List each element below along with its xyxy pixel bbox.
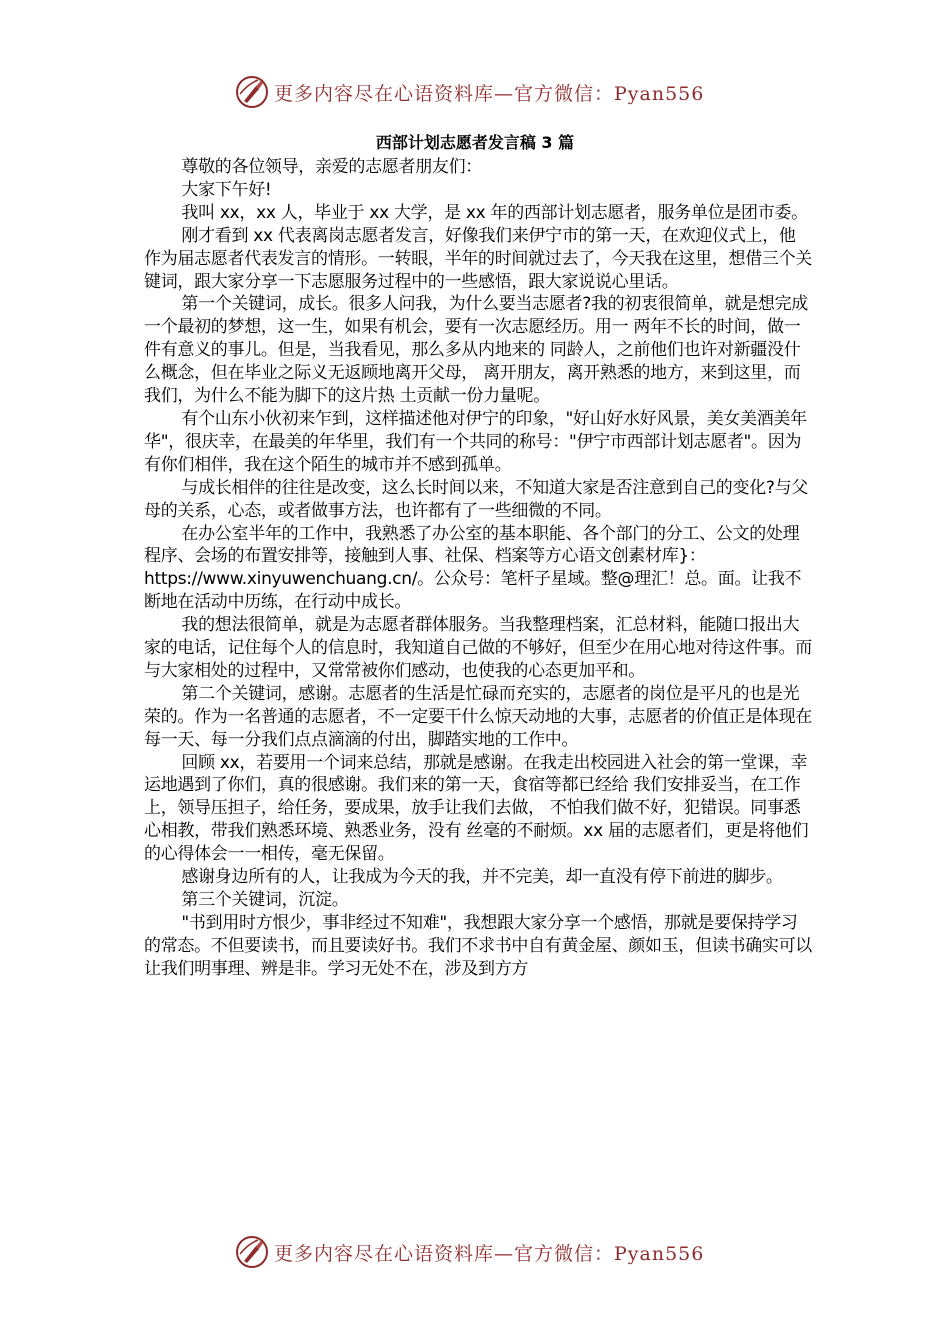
document-title: 西部计划志愿者发言稿 3 篇	[375, 133, 575, 152]
paragraph: "书到用时方恨少，事非经过不知难"，我想跟大家分享一个感悟，那就是要保持学习的常态。不但要读书，而且要读好书。我们不求书中自有黄金屋、颜如玉，但读书确实可以让我们明事理、辨是非。学习无处不在，涉及到方方	[144, 912, 812, 979]
fountain-pen-logo-icon	[234, 1234, 270, 1270]
paragraph: 我的想法很简单，就是为志愿者群体服务。当我整理档案，汇总材料，能随口报出大家的电话，记住每个人的信息时，我知道自己做的不够好，但至少在用心地对待这件事。而与大家相处的过程中，又常常被你们感动，也使我的心态更加平和。	[144, 615, 812, 681]
header-watermark	[234, 72, 704, 112]
paragraph: 回顾 xx，若要用一个词来总结，那就是感谢。在我走出校园进入社会的第一堂课，幸运地遇到了你们，真的很感谢。我们来的第一天，食宿等都已经给 我们安排妥当，在工作上，领导压担子，给任务，要成果，放手让我们去做， 不怕我们做不好，犯错误。同事悉心相教，带我们熟悉环境、熟悉业务，没有 丝毫的不耐烦。xx 届的志愿者们，更是将他们的心得体会一一相传，毫无保留。	[144, 752, 809, 865]
paragraph: 第一个关键词，成长。很多人问我，为什么要当志愿者?我的初衷很简单，就是想完成一个最初的梦想，这一生，如果有机会，要有一次志愿经历。用一 两年不长的时间，做一件有意义的事儿。但是，当我看见，那么多从内地来的 同龄人，之前他们也许对新疆没什么概念，但在毕业之际义无返顾地离开父母， 离开朋友，离开熟悉的地方，来到这里，而我们，为什么不能为脚下的这片热 土贡献一份力量呢。	[144, 294, 809, 407]
paragraph: 第三个关键词，沉淀。	[181, 890, 349, 910]
paragraph: 我叫 xx，xx 人，毕业于 xx 大学，是 xx 年的西部计划志愿者，服务单位是团市委。	[181, 202, 808, 223]
paragraph: 第二个关键词，感谢。志愿者的生活是忙碌而充实的，志愿者的岗位是平凡的也是光荣的。作为一名普通的志愿者，不一定要干什么惊天动地的大事，志愿者的价值正是体现在每一天、每一分我们点点滴滴的付出，脚踏实地的工作中。	[144, 683, 812, 750]
paragraph: 与成长相伴的往往是改变，这么长时间以来，不知道大家是否注意到自己的变化?与父母的关系，心态，或者做事方法，也许都有了一些细微的不同。	[144, 477, 809, 521]
paragraph: 感谢身边所有的人，让我成为今天的我，并不完美，却一直没有停下前进的脚步。	[181, 867, 783, 888]
paragraph: 刚才看到 xx 代表离岗志愿者发言，好像我们来伊宁市的第一天，在欢迎仪式上，他作为届志愿者代表发言的情形。一转眼，半年的时间就过去了，今天我在这里，想借三个关键词，跟大家分享一下志愿服务过程中的一些感悟，跟大家说说心里话。	[144, 225, 812, 292]
fountain-pen-logo-icon	[234, 74, 270, 110]
watermark-text: 更多内容尽在心语资料库—官方微信：Pyan556	[274, 82, 705, 105]
paragraph: 大家下午好!	[181, 179, 272, 200]
paragraph: 有个山东小伙初来乍到，这样描述他对伊宁的印象，"好山好水好风景，美女美酒美年华"，很庆幸，在最美的年华里，我们有一个共同的称号："伊宁市西部计划志愿者"。因为有你们相伴，我在这个陌生的城市并不感到孤单。	[144, 408, 807, 475]
paragraph: 在办公室半年的工作中，我熟悉了办公室的基本职能、各个部门的分工、公文的处理程序、会场的布置安排等，接触到人事、社保、档案等方心语文创素材库}：https://www.xinyuwenchuang.cn/。公众号：笔杆子星域。整@理汇！总。面。让我不断地在活动中历练，在行动中成长。	[144, 523, 802, 613]
footer-watermark	[234, 1232, 704, 1272]
paragraph: 尊敬的各位领导，亲爱的志愿者朋友们：	[181, 157, 482, 177]
watermark-text: 更多内容尽在心语资料库—官方微信：Pyan556	[274, 1242, 705, 1265]
document-body	[144, 156, 812, 981]
